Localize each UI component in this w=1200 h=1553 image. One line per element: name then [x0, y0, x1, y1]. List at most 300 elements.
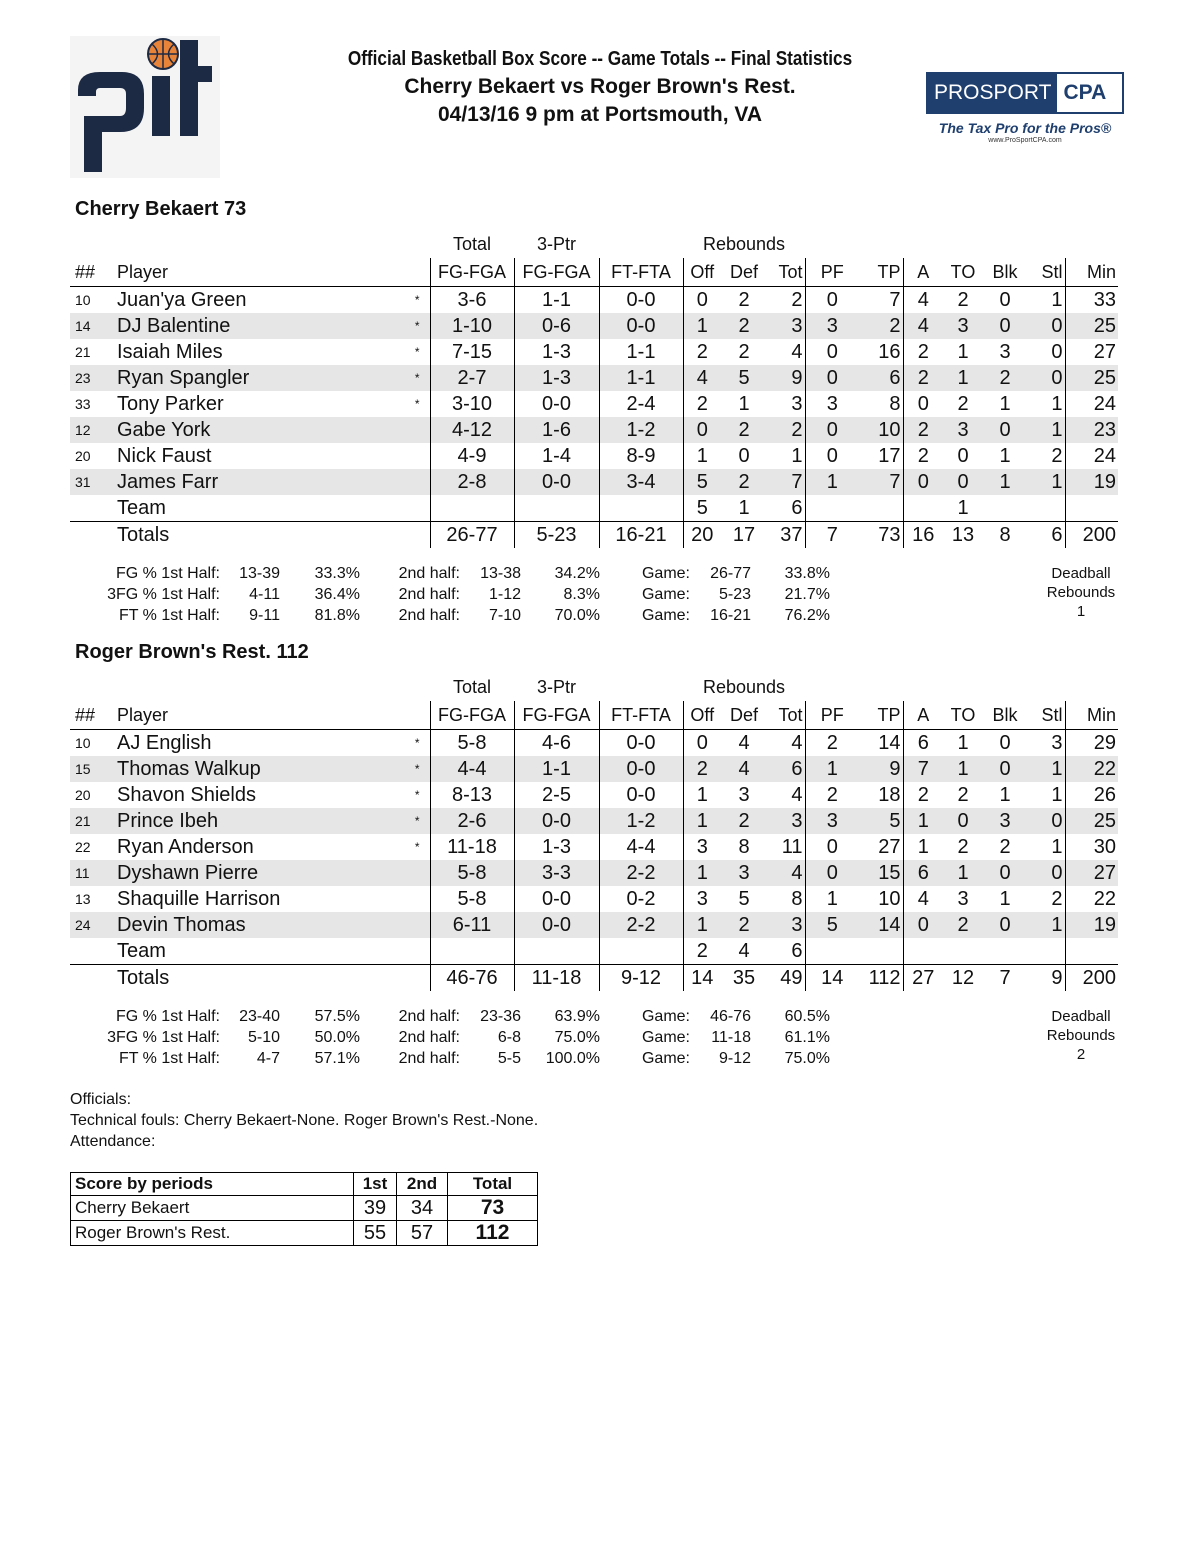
col-header-player: Player — [110, 258, 386, 287]
player-tot: 11 — [767, 834, 805, 860]
player-blk: 1 — [999, 445, 1011, 467]
player-row — [70, 834, 1118, 860]
player-row — [70, 417, 1118, 443]
player-name: Gabe York — [110, 417, 386, 443]
col-header-fg: FG-FGA — [430, 701, 514, 730]
totals-off: 14 — [683, 965, 721, 992]
pct-h1p: 36.4% — [314, 586, 360, 603]
player-name: Thomas Walkup — [110, 756, 386, 782]
player-stl: 1 — [1027, 469, 1065, 495]
group-header-row — [70, 673, 1118, 701]
player-def: 0 — [738, 445, 750, 467]
totals-off: 20 — [683, 522, 721, 549]
player-tot: 3 — [767, 912, 805, 938]
player-off: 3 — [696, 888, 708, 910]
pct-h2: 6-8 — [497, 1029, 521, 1046]
player-row — [70, 756, 1118, 782]
player-off: 0 — [696, 732, 708, 754]
pct-row — [70, 586, 1118, 607]
player-a: 7 — [903, 756, 943, 782]
pct-h2: 23-36 — [480, 1008, 521, 1025]
player-to: 1 — [943, 860, 983, 886]
pct-h2: 1-12 — [488, 586, 521, 603]
officials-label: Officials: — [70, 1091, 132, 1108]
player-tot: 3 — [767, 808, 805, 834]
report-title-block — [300, 48, 900, 127]
totals-a: 27 — [903, 965, 943, 992]
col-header-tot: Tot — [767, 258, 805, 287]
totals-ft: 9-12 — [599, 965, 683, 992]
pct-gp: 33.8% — [784, 565, 830, 582]
player-pf: 1 — [826, 888, 838, 910]
group-total-label: Total — [452, 234, 492, 254]
player-num: 20 — [75, 448, 91, 464]
score-header-label: Score by periods — [71, 1173, 354, 1196]
player-to: 3 — [943, 313, 983, 339]
pct-gl: Game: — [641, 1029, 690, 1046]
player-tp: 27 — [859, 834, 903, 860]
totals-row — [70, 965, 1118, 992]
totals-fg: 26-77 — [430, 522, 514, 549]
totals-ft: 16-21 — [599, 522, 683, 549]
group-total-label: Total — [452, 677, 492, 697]
player-stl: 1 — [1027, 391, 1065, 417]
col-header-num: ## — [70, 701, 110, 730]
pct-row — [70, 607, 1118, 628]
player-fg: 11-18 — [430, 834, 514, 860]
pct-h2l: 2nd half: — [398, 1050, 460, 1067]
player-row — [70, 443, 1118, 469]
player-min: 25 — [1065, 365, 1118, 391]
player-name: Juan'ya Green — [117, 289, 247, 311]
pct-h2l: 2nd half: — [398, 607, 460, 624]
player-def: 8 — [738, 836, 750, 858]
team-tot: 6 — [767, 938, 805, 965]
player-fg: 5-8 — [430, 860, 514, 886]
player-fg: 2-7 — [430, 365, 514, 391]
player-fg: 4-4 — [430, 756, 514, 782]
player-fg3: 0-6 — [514, 313, 599, 339]
pct-gp: 75.0% — [784, 1050, 830, 1067]
player-blk: 0 — [983, 417, 1027, 443]
player-row — [70, 339, 1118, 365]
player-row — [70, 287, 1118, 314]
player-stl: 1 — [1027, 834, 1065, 860]
pct-gp: 60.5% — [784, 1008, 830, 1025]
col-header-fg3: FG-FGA — [514, 701, 599, 730]
player-starter — [386, 443, 430, 469]
player-min: 22 — [1065, 756, 1118, 782]
player-row — [70, 808, 1118, 834]
totals-stl: 6 — [1027, 522, 1065, 549]
player-a: 0 — [903, 469, 943, 495]
player-ft: 8-9 — [599, 443, 683, 469]
player-num: 12 — [70, 417, 110, 443]
totals-name: Totals — [110, 522, 386, 549]
player-ft: 0-0 — [599, 313, 683, 339]
player-fg3: 0-0 — [514, 469, 599, 495]
player-ft: 2-2 — [599, 860, 683, 886]
pct-row — [70, 1050, 1118, 1071]
player-def: 3 — [738, 784, 750, 806]
player-blk: 1 — [999, 393, 1011, 415]
player-fg3: 1-4 — [514, 443, 599, 469]
pct-h1: 23-40 — [239, 1008, 280, 1025]
player-starter: * — [414, 788, 420, 802]
player-stl: 0 — [1027, 808, 1065, 834]
pct-g: 9-12 — [718, 1050, 751, 1067]
player-ft: 2-2 — [599, 912, 683, 938]
player-pf: 1 — [805, 469, 859, 495]
pct-h2l: 2nd half: — [398, 565, 460, 582]
player-fg3: 1-1 — [514, 287, 599, 314]
player-tp: 18 — [859, 782, 903, 808]
pct-h2l: 2nd half: — [398, 1008, 460, 1025]
pct-label: 3FG % 1st Half: — [107, 1029, 220, 1046]
player-tp: 10 — [859, 417, 903, 443]
player-stl: 1 — [1027, 756, 1065, 782]
player-stl: 3 — [1027, 730, 1065, 757]
player-stl: 0 — [1027, 313, 1065, 339]
pct-h2p: 8.3% — [563, 586, 600, 603]
player-fg3: 1-1 — [514, 756, 599, 782]
player-fg: 6-11 — [430, 912, 514, 938]
team-title: Roger Brown's Rest. 112 — [75, 641, 309, 663]
player-row — [70, 391, 1118, 417]
player-min: 30 — [1093, 836, 1116, 858]
player-num: 21 — [70, 808, 110, 834]
score-header-total: Total — [448, 1173, 538, 1196]
pct-h2l: 2nd half: — [398, 586, 460, 603]
player-to: 1 — [957, 732, 969, 754]
player-a: 2 — [903, 417, 943, 443]
player-fg3: 0-0 — [514, 886, 599, 912]
pct-row — [70, 1029, 1118, 1050]
player-ft: 1-2 — [599, 417, 683, 443]
pct-g: 46-76 — [710, 1008, 751, 1025]
pct-gl: Game: — [641, 1050, 690, 1067]
player-to: 2 — [957, 836, 969, 858]
totals-tot: 49 — [767, 965, 805, 992]
sponsor-name: PROSPORT — [928, 74, 1057, 112]
player-to: 3 — [943, 417, 983, 443]
pct-label: FT % 1st Half: — [118, 607, 220, 624]
player-pf: 0 — [805, 417, 859, 443]
pct-h1: 13-39 — [239, 565, 280, 582]
player-tp: 15 — [859, 860, 903, 886]
player-num: 22 — [75, 839, 91, 855]
player-tot: 4 — [767, 782, 805, 808]
player-fg3: 1-3 — [514, 365, 599, 391]
player-tot: 6 — [767, 756, 805, 782]
player-blk: 3 — [983, 808, 1027, 834]
totals-tp: 112 — [859, 965, 903, 992]
pct-label: 3FG % 1st Half: — [107, 586, 220, 603]
player-name: Ryan Anderson — [117, 836, 254, 858]
player-starter — [386, 860, 430, 886]
team-def: 4 — [738, 940, 750, 962]
player-a: 1 — [903, 808, 943, 834]
totals-a: 16 — [903, 522, 943, 549]
shooting-percentages — [70, 565, 1118, 628]
player-to: 0 — [943, 469, 983, 495]
player-blk: 0 — [999, 289, 1011, 311]
player-tp: 8 — [859, 391, 903, 417]
deadball-label-2: Rebounds — [1046, 584, 1116, 601]
player-min: 19 — [1065, 912, 1118, 938]
player-ft: 1-1 — [599, 339, 683, 365]
player-pf: 0 — [805, 860, 859, 886]
player-blk: 1 — [999, 888, 1011, 910]
player-off: 1 — [696, 784, 708, 806]
box-score-table — [70, 673, 1118, 991]
sponsor-logo — [926, 72, 1124, 144]
player-off: 3 — [696, 836, 708, 858]
player-ft: 1-2 — [599, 808, 683, 834]
player-a: 2 — [917, 784, 929, 806]
player-starter — [386, 912, 430, 938]
totals-min: 200 — [1065, 965, 1118, 992]
player-stl: 1 — [1027, 782, 1065, 808]
player-ft: 0-0 — [599, 756, 683, 782]
player-blk: 0 — [983, 756, 1027, 782]
player-name: DJ Balentine — [110, 313, 386, 339]
player-pf: 0 — [826, 836, 838, 858]
player-a: 0 — [917, 393, 929, 415]
group-rebounds-label: Rebounds — [702, 234, 786, 254]
pct-gl: Game: — [641, 1008, 690, 1025]
player-off: 0 — [683, 417, 721, 443]
game-officials-info — [70, 1089, 538, 1152]
player-name: Tony Parker — [117, 393, 224, 415]
player-blk: 2 — [983, 365, 1027, 391]
player-tp: 9 — [859, 756, 903, 782]
score-total: 73 — [448, 1196, 538, 1221]
player-fg: 5-8 — [430, 730, 514, 757]
group-3ptr-label: 3-Ptr — [536, 234, 576, 254]
player-starter: * — [414, 736, 420, 750]
player-blk: 1 — [983, 469, 1027, 495]
player-starter — [386, 886, 430, 912]
player-blk: 0 — [983, 860, 1027, 886]
col-header-ft: FT-FTA — [599, 258, 683, 287]
player-min: 33 — [1093, 289, 1116, 311]
player-pf: 3 — [826, 393, 838, 415]
pct-row — [70, 565, 1118, 586]
team-title: Cherry Bekaert 73 — [75, 198, 247, 220]
player-pf: 0 — [805, 365, 859, 391]
player-to: 0 — [943, 808, 983, 834]
player-stl: 1 — [1027, 287, 1065, 314]
player-name: Devin Thomas — [110, 912, 386, 938]
deadball-value: 2 — [1076, 1046, 1086, 1063]
player-to: 2 — [957, 393, 969, 415]
player-min: 24 — [1093, 445, 1116, 467]
player-stl: 0 — [1027, 860, 1065, 886]
player-num: 31 — [70, 469, 110, 495]
col-header-off: Off — [683, 258, 721, 287]
player-ft: 0-0 — [599, 730, 683, 757]
player-fg: 3-10 — [430, 391, 514, 417]
player-row — [70, 730, 1118, 757]
player-blk: 0 — [999, 732, 1011, 754]
score-row — [71, 1196, 538, 1221]
pct-h2p: 34.2% — [554, 565, 600, 582]
col-header-tp: TP — [859, 258, 903, 287]
player-tot: 4 — [767, 730, 805, 757]
pct-h2l: 2nd half: — [398, 1029, 460, 1046]
score-team: Cherry Bekaert — [71, 1196, 354, 1221]
totals-fg3: 5-23 — [514, 522, 599, 549]
player-tp: 2 — [859, 313, 903, 339]
player-fg: 8-13 — [430, 782, 514, 808]
pct-h1p: 50.0% — [314, 1029, 360, 1046]
player-fg3: 0-0 — [514, 912, 599, 938]
totals-stl: 9 — [1027, 965, 1065, 992]
player-row — [70, 365, 1118, 391]
player-min: 24 — [1093, 393, 1116, 415]
player-num: 14 — [70, 313, 110, 339]
player-blk: 0 — [983, 912, 1027, 938]
player-def: 2 — [721, 808, 767, 834]
player-starter: * — [386, 756, 430, 782]
league-logo — [70, 36, 220, 178]
player-def: 2 — [721, 313, 767, 339]
player-row — [70, 912, 1118, 938]
box-score-table — [70, 230, 1118, 548]
pct-row — [70, 1008, 1118, 1029]
score-2nd: 57 — [397, 1221, 448, 1246]
player-min: 27 — [1093, 341, 1116, 363]
player-tp: 14 — [859, 912, 903, 938]
player-ft: 0-0 — [599, 287, 683, 314]
player-name: Shaquille Harrison — [117, 888, 281, 910]
player-starter: * — [414, 397, 420, 411]
player-stl: 1 — [1027, 912, 1065, 938]
player-fg3: 4-6 — [514, 730, 599, 757]
totals-tot: 37 — [767, 522, 805, 549]
col-header-pf: PF — [805, 258, 859, 287]
player-row — [70, 886, 1118, 912]
pct-h2: 7-10 — [488, 607, 521, 624]
pct-g: 26-77 — [710, 565, 751, 582]
player-fg3: 1-6 — [514, 417, 599, 443]
player-tot: 4 — [767, 339, 805, 365]
player-fg: 5-8 — [430, 886, 514, 912]
player-a: 1 — [917, 836, 929, 858]
col-header-to: TO — [943, 258, 983, 287]
player-name: Ryan Spangler — [110, 365, 386, 391]
player-min: 23 — [1065, 417, 1118, 443]
player-tot: 7 — [767, 469, 805, 495]
totals-def: 17 — [721, 522, 767, 549]
matchup-title: Cherry Bekaert vs Roger Brown's Rest. — [404, 75, 796, 98]
player-blk: 1 — [999, 784, 1011, 806]
player-def: 2 — [721, 417, 767, 443]
player-a: 4 — [903, 313, 943, 339]
col-header-stl: Stl — [1027, 258, 1065, 287]
player-name: Shavon Shields — [117, 784, 256, 806]
player-tp: 7 — [859, 469, 903, 495]
player-fg3: 0-0 — [514, 391, 599, 417]
col-header-stl: Stl — [1027, 701, 1065, 730]
player-stl: 2 — [1027, 443, 1065, 469]
pct-gp: 61.1% — [784, 1029, 830, 1046]
pct-gp: 21.7% — [784, 586, 830, 603]
score-2nd: 34 — [397, 1196, 448, 1221]
column-header-row — [70, 258, 1118, 287]
team-off: 5 — [696, 497, 708, 519]
player-fg3: 3-3 — [514, 860, 599, 886]
pct-h2: 13-38 — [480, 565, 521, 582]
player-min: 29 — [1093, 732, 1116, 754]
player-def: 3 — [721, 860, 767, 886]
player-fg: 4-12 — [430, 417, 514, 443]
player-row — [70, 782, 1118, 808]
deadball-label: Deadball — [1051, 1008, 1111, 1025]
player-a: 4 — [917, 888, 929, 910]
player-pf: 0 — [826, 289, 838, 311]
group-3ptr-label: 3-Ptr — [536, 677, 576, 697]
player-tp: 17 — [859, 443, 903, 469]
team-to — [943, 938, 983, 965]
player-stl: 2 — [1027, 886, 1065, 912]
player-name: James Farr — [110, 469, 386, 495]
player-pf: 5 — [805, 912, 859, 938]
col-header-num: ## — [70, 258, 110, 287]
player-tot: 3 — [767, 391, 805, 417]
player-fg: 1-10 — [430, 313, 514, 339]
col-header-a: A — [903, 701, 943, 730]
player-pf: 3 — [805, 313, 859, 339]
player-to: 2 — [957, 784, 969, 806]
pct-label: FG % 1st Half: — [115, 1008, 220, 1025]
player-starter: * — [386, 808, 430, 834]
player-def: 4 — [721, 756, 767, 782]
player-name: Isaiah Miles — [117, 341, 223, 363]
player-def: 5 — [721, 365, 767, 391]
team-to: 1 — [957, 497, 969, 519]
col-header-min: Min — [1065, 258, 1118, 287]
player-ft: 0-0 — [599, 782, 683, 808]
col-header-off: Off — [683, 701, 721, 730]
player-a: 6 — [917, 732, 929, 754]
report-title: Official Basketball Box Score -- Game Totals -- Final Statistics — [347, 48, 853, 70]
player-off: 1 — [683, 860, 721, 886]
score-1st: 39 — [354, 1196, 397, 1221]
col-header-player: Player — [110, 701, 386, 730]
player-fg3: 1-3 — [514, 834, 599, 860]
player-off: 1 — [683, 313, 721, 339]
totals-def: 35 — [721, 965, 767, 992]
sponsor-url: www.ProSportCPA.com — [988, 137, 1062, 144]
player-ft: 4-4 — [599, 834, 683, 860]
player-off: 2 — [683, 756, 721, 782]
player-a: 0 — [903, 912, 943, 938]
pct-gl: Game: — [641, 565, 690, 582]
col-header-to: TO — [943, 701, 983, 730]
totals-fg: 46-76 — [430, 965, 514, 992]
player-def: 2 — [721, 912, 767, 938]
player-pf: 0 — [826, 341, 838, 363]
player-def: 2 — [738, 341, 750, 363]
score-team: Roger Brown's Rest. — [71, 1221, 354, 1246]
player-tp: 7 — [859, 287, 903, 314]
player-num: 24 — [70, 912, 110, 938]
player-num: 10 — [75, 735, 91, 751]
player-tp: 10 — [859, 886, 903, 912]
totals-to: 13 — [943, 522, 983, 549]
